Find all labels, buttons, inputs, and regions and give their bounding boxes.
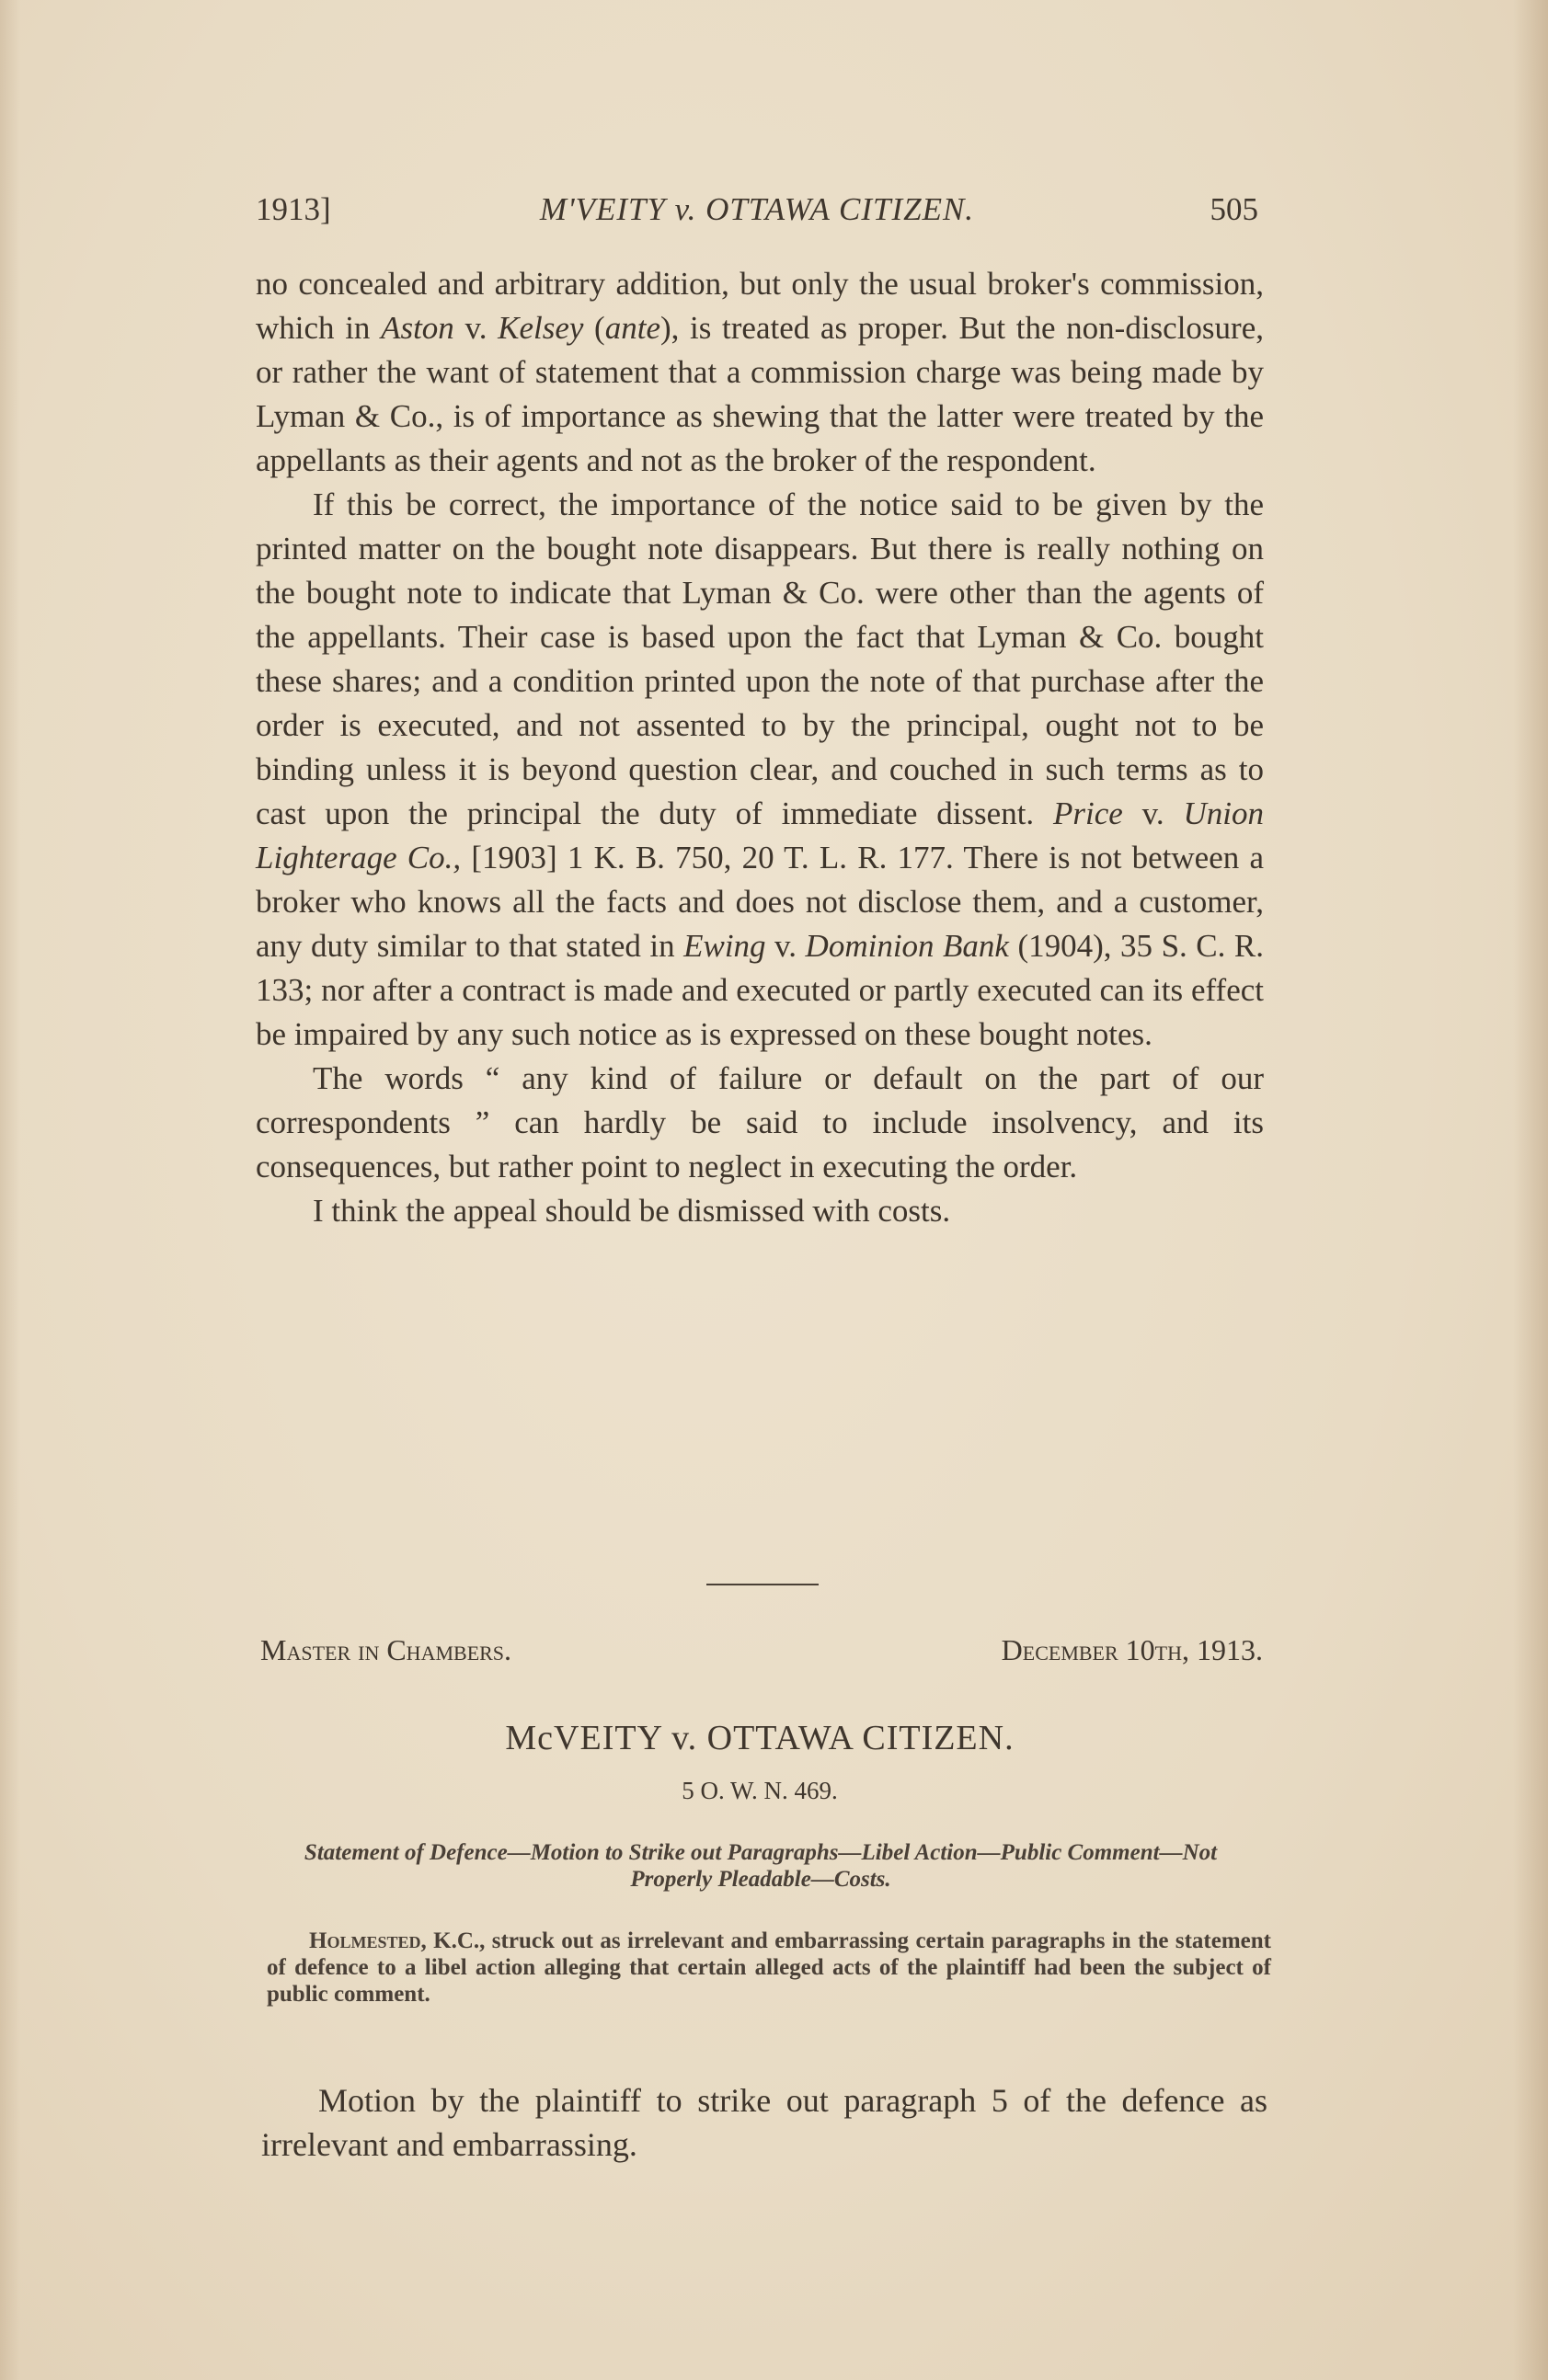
paragraph-4: I think the appeal should be dismissed with costs. bbox=[313, 1193, 951, 1229]
page-shadow-left bbox=[0, 0, 20, 2380]
section-divider bbox=[706, 1584, 819, 1585]
case-holding: Holmested, K.C., struck out as irrelevant and embarrassing certain paragraphs in the statement of defence to a libel action alleging that certain alleged acts of the plaintiff had been the subject of public comment. bbox=[267, 1928, 1271, 2007]
judge-name: Holmested, K.C. bbox=[309, 1928, 480, 1953]
case-date: December 10th, 1913. bbox=[1001, 1633, 1263, 1666]
court-name: Master in Chambers. bbox=[260, 1633, 512, 1666]
page-shadow-right bbox=[1513, 0, 1548, 2380]
paragraph-1: no concealed and arbitrary addition, but only the usual broker's commission, which in Aston v. Kelsey (ante), is treated as proper. But the non-disclosure, or rather the want of statement that a commission charge was being made by Lyman & Co., is of importance as shewing that the latter were treated by the appellants as their agents and not as the broker of the respondent. bbox=[256, 266, 1264, 478]
page-number: 505 bbox=[1210, 191, 1258, 227]
case-headnote: Statement of Defence—Motion to Strike out Paragraphs—Libel Action—Public Comment—Not Properly Pleadable—Costs. bbox=[304, 1840, 1218, 1892]
judgment-body bbox=[256, 262, 1264, 1233]
paragraph-3: The words “ any kind of failure or default on the part of our correspondents ” can hardly be said to include insolvency, and its consequences, but rather point to neglect in executing the order. bbox=[256, 1060, 1264, 1184]
case-court-date-line bbox=[260, 1633, 1263, 1674]
header-year: 1913] bbox=[256, 191, 331, 227]
case-title: McVEITY v. OTTAWA CITIZEN. bbox=[505, 1719, 1015, 1757]
header-running-title: M'VEITY v. OTTAWA CITIZEN. bbox=[539, 191, 975, 227]
motion-paragraph: Motion by the plaintiff to strike out paragraph 5 of the defence as irrelevant and embarrassing. bbox=[261, 2082, 1267, 2163]
paragraph-2: If this be correct, the importance of the notice said to be given by the printed matter on the bought note disappears. But there is really nothing on the bought note to indicate that Lyman & Co. were other than the agents of the appellants. Their case is based upon the fact that Lyman & Co. bought these shares; and a condition printed upon the note of that purchase after the order is executed, and not assented to by the principal, ought not to be binding unless it is beyond question clear, and couched in such terms as to cast upon the principal the duty of immediate dissent. Price v. Union Lighterage Co., [1903] 1 K. B. 750, 20 T. L. R. 177. There is not between a broker who knows all the facts and does not disclose them, and a customer, any duty similar to that stated in Ewing v. Dominion Bank (1904), 35 S. C. R. 133; nor after a contract is made and executed or partly executed can its effect be impaired by any such notice as is expressed on these bought notes. bbox=[256, 486, 1264, 1052]
case-citation: 5 O. W. N. 469. bbox=[682, 1777, 838, 1804]
running-header bbox=[256, 191, 1258, 237]
